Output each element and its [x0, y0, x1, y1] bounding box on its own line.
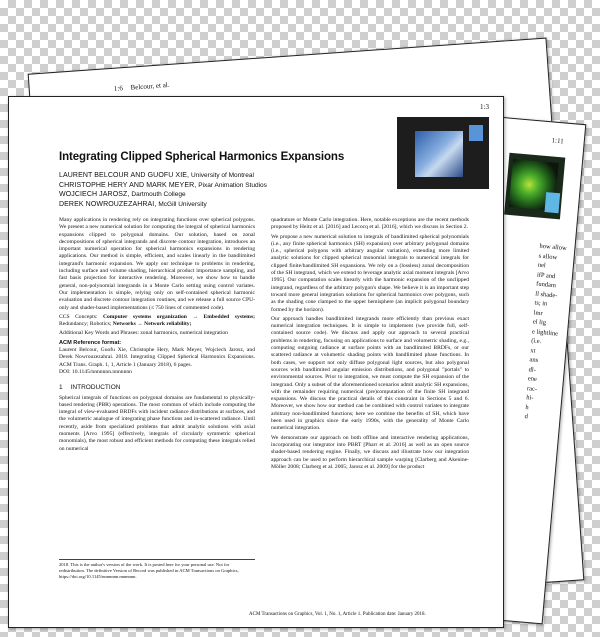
text-fragment: nel	[537, 261, 547, 270]
author-line: WOJCIECH JAROSZ, Dartmouth College	[59, 191, 186, 198]
author-line: DEREK NOWROUZEZAHRAI, McGill University	[59, 200, 207, 208]
ccs-concepts: CCS Concepts: Computer systems organization → Embedded systems; Redundancy; Robotics; Networks → Network reliability;	[59, 313, 255, 328]
text-fragment: ifP and	[536, 271, 556, 280]
right-page-figure	[504, 153, 565, 220]
teaser-figure	[397, 117, 489, 189]
text-fragment: rac-	[526, 384, 538, 393]
back-page-running-head: Belcour, et al.	[130, 80, 170, 92]
text-fragment: e lightline	[531, 327, 559, 338]
text-fragment: how allow	[539, 242, 567, 253]
paragraph: quadrature or Monte Carlo integration. Here, notable exceptions are the recent methods proposed by Heitz et al. [2016] and Lecocq et al. [2016], which we discuss in Section 2.	[271, 217, 469, 231]
paragraph: We propose a new numerical solution to integrals of bandlimited spherical polynomials (i.e., any finite spherical harmonics (SH) expansion) over arbitrary polygonal domains (i.e., spherical polygons with arbitrary angular variation), extending more limited analytic solutions for clipped spherical monomial integrals to numerical integrals for clipped finite/bandlimited SH expansions. We rely on a (lossless) zonal decomposition of the SH integrand, which we extend to leverage analytic axial moment integrals [Arvo 1995]. Our computation scales linearly with the harmonic expansion of the unclipped integrand, regardless of the arbitrary polygon's shape. We believe it is an important step toward more general integration solutions for spherical harmonics over polygons, such as the shading cone clamped to the upper hemisphere (an implicit polygonal boundary formed by the horizon).	[271, 233, 469, 313]
right-column	[271, 217, 469, 473]
text-fragment: dl-	[528, 365, 537, 374]
paper-title: Integrating Clipped Spherical Harmonics Expansions	[59, 151, 345, 163]
author-line: CHRISTOPHE HERY AND MARK MEYER, Pixar Animation Studios	[59, 181, 267, 189]
text-fragment: xt	[530, 346, 536, 355]
left-column	[59, 217, 255, 455]
author-list	[59, 171, 267, 209]
text-fragment: ts; in	[534, 299, 548, 308]
text-fragment: d	[524, 413, 529, 421]
journal-footer: ACM Transactions on Graphics, Vol. 1, No. 1, Article 1. Publication date: January 2018.	[249, 612, 426, 617]
right-page-number: 1:11	[551, 136, 565, 146]
footnote: 2018. This is the author's version of the work. It is posted here for your personal use. Not for redistribution. The definitive Version of Record was published in ACM Transactions on Graphics, https://doi.org/10.1145/nnnnnnn.nnnnnnn.	[59, 559, 255, 579]
right-page-header	[547, 136, 564, 145]
back-page-header	[114, 81, 176, 93]
text-fragment: ene	[527, 375, 538, 383]
abstract: Many applications in rendering rely on integrating functions over spherical polygons. We present a new numerical solution for computing the integral of spherical harmonics expansions clipped to polygonal domains. Our solution, based on zonal decompositions of spherical integrands and discrete contour integration, introduces an important numerical operation for spherical harmonics expansions in rendering applications. Our method is simple, efficient, and scales linearly in the bandlimited integrand's harmonic expansion. We apply our technique to problems in rendering, including surface and volume shading, hierarchical product importance sampling, and fast basis projection for interactive rendering. Moreover, we show how to handle general, non-polynomial integrands in a Monte Carlo setting using control variates. Our implementation is simple, relying only on self-contained spherical harmonic evaluation and discrete contour integration routines, and we release a full source CPU-only and shader-based implementations (≤ 750 lines of commented code).	[59, 217, 255, 311]
text-fragment: lmr	[533, 308, 543, 317]
text-fragment: s allow	[538, 252, 558, 261]
ref-format: ACM Reference format: Laurent Belcour, Guofu Xie, Christophe Hery, Mark Meyer, Wojciech Jarosz, and Derek Nowrouzezahrai. 2018. Integrating Clipped Spherical Harmonics Expansions. ACM Trans. Graph. 1, 1, Article 1 (January 2018), 6 pages. DOI: 10.1145/nnnnnnn.nnnnnnn	[59, 339, 255, 375]
text-fragment: el lig	[532, 318, 547, 327]
paragraph: Our approach handles bandlimited integrands more efficiently than previous exact numerical integration techniques. It is simple to implement (we provide full, self-contained source code). We discuss and apply our approach to several practical problems in rendering, focusing on applications to surface and volumetric shading, e.g., computing outgoing radiance at surface points with an bandlimited BRDFs, or our scattered radiance at volumetric shading points with bandlimited phase functions. In both cases, we support not only diffuse polygonal light sources, but also polygonal sources with bandlimited angular emission distributions, and polygonal "portals" to environmental sources. Prior to integration, we must compute the SH expansion of the integrand. Only a subset of the aforementioned scenarios admit analytic SH expansions, with the remainder requiring numerical (pre)computation of the finite SH integrand expansions. We discuss the practical details of this constraint in Sections 5 and 6. Moreover, we show how our method can be combined with control variates to integrate arbitrary non-bandlimited functions; here we combine the benefits of SH, which have been used in graphics since the early 1990s, with the generality of Monte Carlo numerical integration.	[271, 315, 469, 432]
paragraph: We demonstrate our approach on both offline and interactive rendering applications, incorporating our integrator into PBRT [Pharr et al. 2016] as well as an open source shader-based rendering engine. Finally, we discuss and illustrate how our integration approach can be used to perform hierarchical sample warping [Clarberg and Akenine-Möller 2008; Clarberg et al. 2005; Jarosz et al. 2009] for the product	[271, 434, 469, 470]
keywords: Additional Key Words and Phrases: zonal harmonics, numerical integration	[59, 330, 228, 337]
text-fragment: ll shade-	[535, 290, 558, 299]
author-line: LAURENT BELCOUR AND GUOFU XIE, University of Montreal	[59, 172, 254, 179]
main-page-number: 1:3	[480, 103, 489, 111]
text-fragment: hi-	[525, 394, 534, 402]
text-fragment: (i.e.	[530, 337, 542, 346]
introduction-text: Spherical integrals of functions on polygonal domains are fundamental to physically-based rendering (PBR) operations. The most common of which include computing the integral of view-evaluated BRDFs with incident radiance distributions at surfaces, and the volumetric analogue of integrating phase functions and in-scattered radiance. Until recently, aside from specialized problems that admit analytic solutions with axial moments [Arvo 1995] (effectively, integrals of circularly symmetric spherical monomials), the most robust and efficient methods for computing these integrals relied on numerical	[59, 394, 255, 452]
back-page-number: 1:6	[113, 84, 124, 93]
section-heading-introduction: 1 INTRODUCTION	[59, 384, 121, 392]
main-page	[8, 96, 504, 628]
text-fragment: fundam	[535, 280, 557, 290]
text-fragment: ans	[529, 356, 539, 364]
text-fragment: h	[525, 403, 529, 411]
